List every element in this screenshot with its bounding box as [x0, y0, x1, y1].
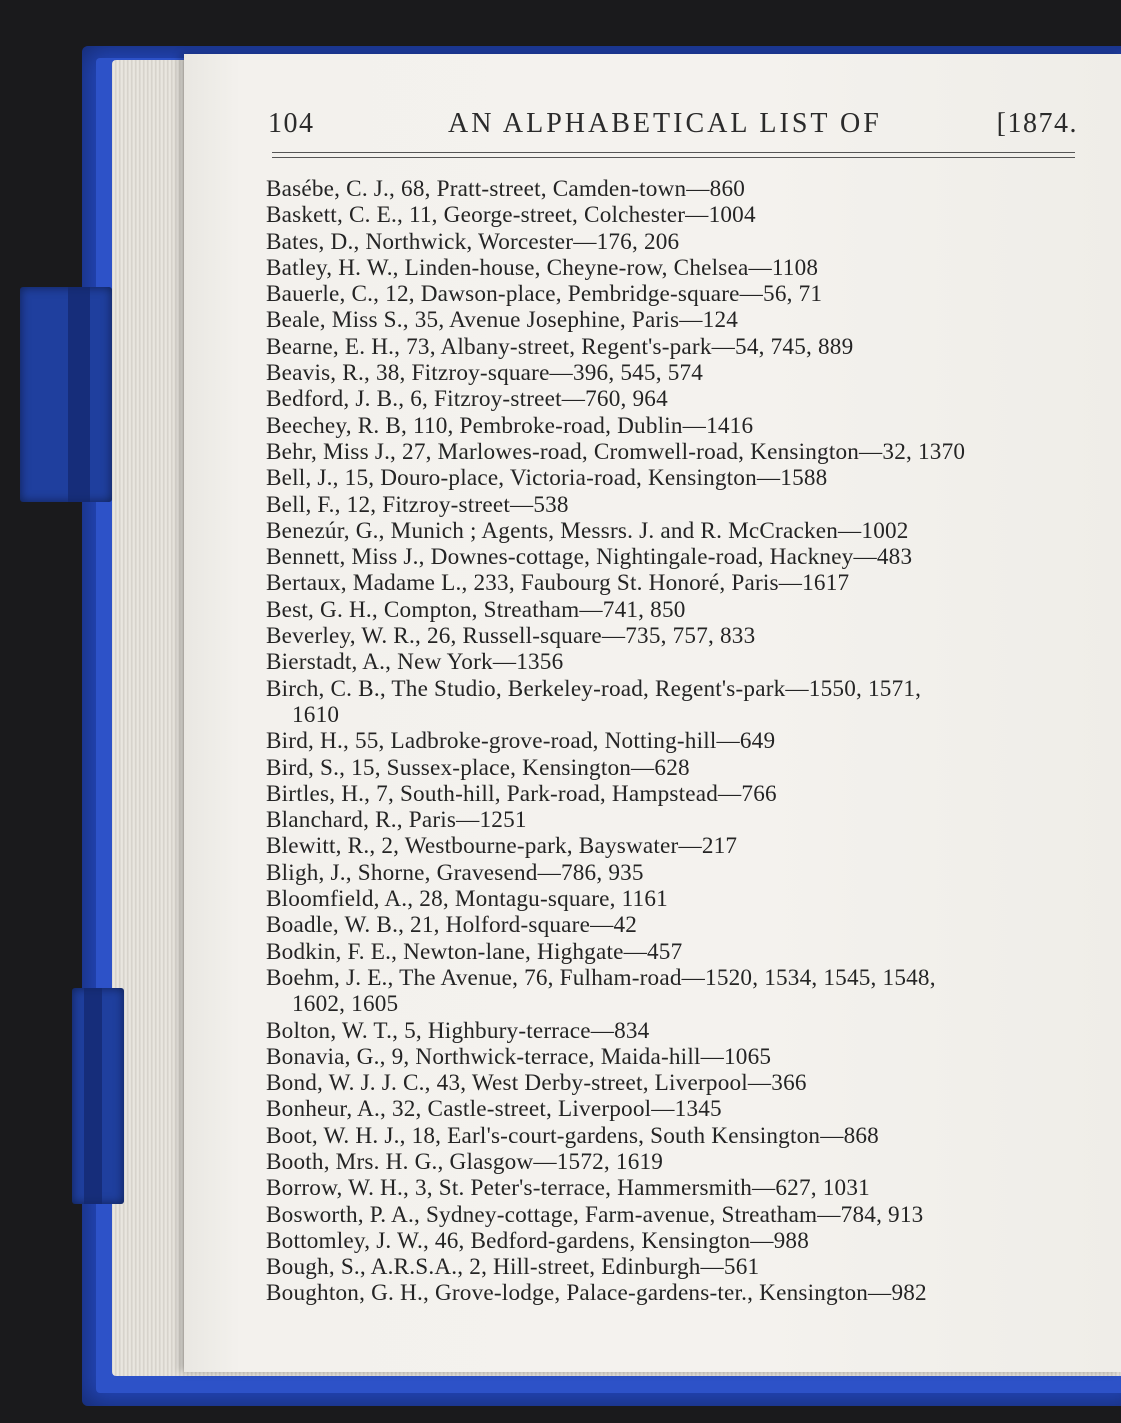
entry-text: Bird, H., 55, Ladbroke-grove-road, Notting-hill—649	[266, 728, 776, 755]
entry-text: Bonavia, G., 9, Northwick-terrace, Maida-hill—1065	[266, 1043, 772, 1070]
header-rule	[272, 157, 1075, 158]
list-item	[266, 939, 1066, 965]
header-year: [1874.	[996, 108, 1078, 139]
entry-list	[266, 176, 1066, 1307]
entry-text: Bell, J., 15, Douro-place, Victoria-road, Kensington—1588	[266, 465, 828, 492]
entry-text: Borrow, W. H., 3, St. Peter's-terrace, Hammersmith—627, 1031	[266, 1175, 870, 1202]
running-title: AN ALPHABETICAL LIST OF	[448, 108, 882, 139]
header-rule	[272, 152, 1075, 153]
entry-text: Bearne, E. H., 73, Albany-street, Regent's-park—54, 745, 889	[266, 333, 854, 360]
list-item	[266, 965, 1066, 1018]
entry-text: Blanchard, R., Paris—1251	[266, 807, 527, 834]
bookmark-tab-spine	[84, 988, 102, 1204]
list-item	[266, 676, 1066, 729]
list-item	[266, 1096, 1066, 1122]
list-item	[266, 1149, 1066, 1175]
entry-text: Bough, S., A.R.S.A., 2, Hill-street, Edinburgh—561	[266, 1254, 760, 1281]
list-item	[266, 360, 1066, 386]
list-item	[266, 544, 1066, 570]
entry-text: Bell, F., 12, Fitzroy-street—538	[266, 491, 569, 518]
entry-text: Bedford, J. B., 6, Fitzroy-street—760, 964	[266, 386, 668, 413]
list-item	[266, 386, 1066, 412]
entry-text: Boughton, G. H., Grove-lodge, Palace-gardens-ter., Kensington—982	[266, 1280, 927, 1307]
list-item	[266, 912, 1066, 938]
list-item	[266, 1202, 1066, 1228]
bookmark-tab-spine	[68, 287, 90, 502]
list-item	[266, 1070, 1066, 1096]
list-item	[266, 518, 1066, 544]
list-item	[266, 728, 1066, 754]
list-item	[266, 597, 1066, 623]
entry-text: Bligh, J., Shorne, Gravesend—786, 935	[266, 859, 644, 886]
bookmark-tab	[20, 287, 112, 502]
entry-text: Bauerle, C., 12, Dawson-place, Pembridge-square—56, 71	[266, 281, 823, 308]
entry-text: Bird, S., 15, Sussex-place, Kensington—628	[266, 754, 690, 781]
entry-text: Bonheur, A., 32, Castle-street, Liverpool—1345	[266, 1096, 722, 1123]
list-item	[266, 465, 1066, 491]
entry-text: Bosworth, P. A., Sydney-cottage, Farm-avenue, Streatham—784, 913	[266, 1201, 924, 1228]
list-item	[266, 307, 1066, 333]
entry-text: Bodkin, F. E., Newton-lane, Highgate—457	[266, 938, 683, 965]
list-item	[266, 439, 1066, 465]
entry-text: Boadle, W. B., 21, Holford-square—42	[266, 912, 638, 939]
entry-text: Beverley, W. R., 26, Russell-square—735, 757, 833	[266, 623, 756, 650]
entry-text: Bennett, Miss J., Downes-cottage, Nightingale-road, Hackney—483	[266, 544, 913, 571]
list-item	[266, 492, 1066, 518]
entry-text: Beechey, R. B, 110, Pembroke-road, Dublin—1416	[266, 412, 754, 439]
list-item	[266, 781, 1066, 807]
list-item	[266, 1044, 1066, 1070]
entry-text: Baskett, C. E., 11, George-street, Colchester—1004	[266, 202, 756, 229]
entry-text: Batley, H. W., Linden-house, Cheyne-row, Chelsea—1108	[266, 254, 819, 281]
entry-text: Bierstadt, A., New York—1356	[266, 649, 564, 676]
entry-text: Basébe, C. J., 68, Pratt-street, Camden-town—860	[266, 176, 746, 202]
list-item	[266, 1254, 1066, 1280]
list-item	[266, 807, 1066, 833]
entry-text: Beale, Miss S., 35, Avenue Josephine, Paris—124	[266, 307, 739, 334]
list-item	[266, 229, 1066, 255]
entry-text: Blewitt, R., 2, Westbourne-park, Bayswater—217	[266, 833, 738, 860]
entry-text: Bloomfield, A., 28, Montagu-square, 1161	[266, 886, 668, 913]
entry-text: Birch, C. B., The Studio, Berkeley-road, Regent's-park—1550, 1571,	[266, 675, 922, 702]
entry-text: Bertaux, Madame L., 233, Faubourg St. Honoré, Paris—1617	[266, 570, 850, 597]
entry-text: Boehm, J. E., The Avenue, 76, Fulham-road—1520, 1534, 1545, 1548,	[266, 964, 936, 991]
entry-text: Booth, Mrs. H. G., Glasgow—1572, 1619	[266, 1148, 664, 1175]
list-item	[266, 334, 1066, 360]
list-item	[266, 886, 1066, 912]
entry-text: Bolton, W. T., 5, Highbury-terrace—834	[266, 1017, 650, 1044]
entry-text: Beavis, R., 38, Fitzroy-square—396, 545, 574	[266, 360, 704, 387]
entry-text: Birtles, H., 7, South-hill, Park-road, Hampstead—766	[266, 780, 777, 807]
list-item	[266, 623, 1066, 649]
list-item	[266, 202, 1066, 228]
list-item	[266, 1228, 1066, 1254]
entry-text: Best, G. H., Compton, Streatham—741, 850	[266, 596, 686, 623]
list-item	[266, 176, 1066, 202]
entry-text: Behr, Miss J., 27, Marlowes-road, Cromwell-road, Kensington—32, 1370	[266, 438, 966, 465]
list-item	[266, 1175, 1066, 1201]
list-item	[266, 255, 1066, 281]
list-item	[266, 413, 1066, 439]
list-item	[266, 570, 1066, 596]
list-item	[266, 833, 1066, 859]
entry-text: Bates, D., Northwick, Worcester—176, 206	[266, 228, 680, 255]
bookmark-tab	[72, 988, 124, 1204]
entry-continuation: 1610	[292, 701, 340, 728]
list-item	[266, 1280, 1066, 1306]
entry-continuation: 1602, 1605	[292, 991, 399, 1018]
list-item	[266, 755, 1066, 781]
list-item	[266, 1018, 1066, 1044]
entry-text: Bottomley, J. W., 46, Bedford-gardens, Kensington—988	[266, 1227, 810, 1254]
entry-text: Boot, W. H. J., 18, Earl's-court-gardens, South Kensington—868	[266, 1122, 879, 1149]
list-item	[266, 1123, 1066, 1149]
page-number: 104	[268, 108, 315, 139]
list-item	[266, 281, 1066, 307]
entry-text: Bond, W. J. J. C., 43, West Derby-street, Liverpool—366	[266, 1070, 807, 1097]
page-header	[268, 108, 1078, 148]
list-item	[266, 860, 1066, 886]
list-item	[266, 649, 1066, 675]
entry-text: Benezúr, G., Munich ; Agents, Messrs. J. and R. McCracken—1002	[266, 517, 909, 544]
